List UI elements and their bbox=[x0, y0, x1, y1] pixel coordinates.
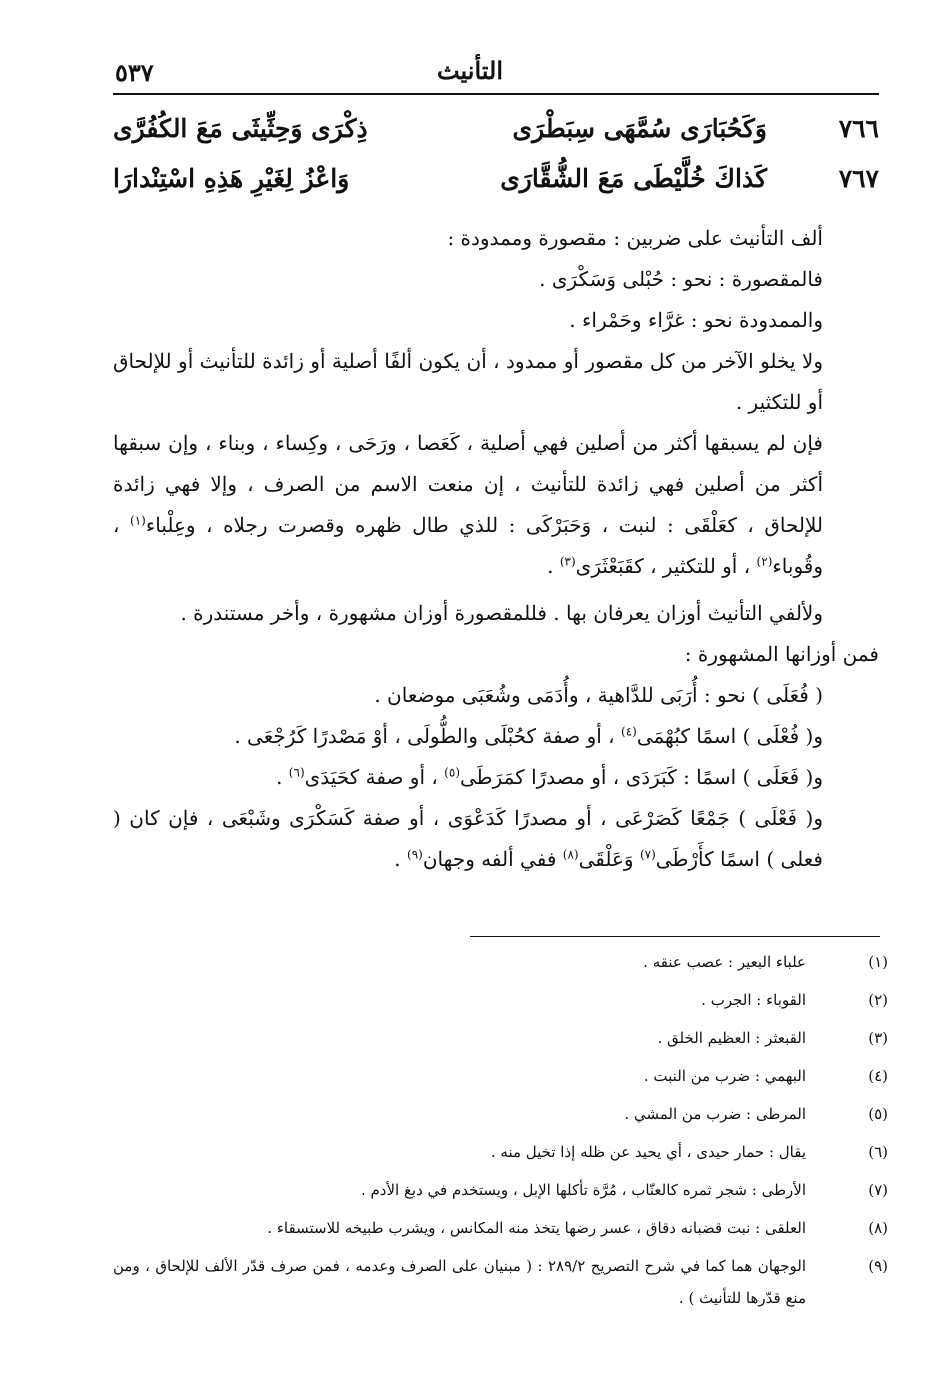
paragraph-text: ، أو صفة كحَيَدَى bbox=[304, 765, 438, 789]
paragraph-text: . bbox=[276, 765, 283, 789]
footnote-ref[interactable]: (٢) bbox=[756, 554, 773, 569]
paragraph bbox=[113, 757, 879, 798]
paragraph-text: . bbox=[394, 847, 401, 871]
footnote-separator bbox=[470, 936, 880, 937]
footnote-number: (٢) bbox=[868, 991, 888, 1009]
footnote bbox=[113, 1212, 888, 1250]
paragraph-text: ولا يخلو الآخر من كل مقصور أو ممدود ، أن يكون ألفًا أصلية أو زائدة للتأنيث أو للإلحاق أو للتكثير . bbox=[113, 349, 823, 414]
paragraph bbox=[113, 716, 879, 757]
verse-number: ٧٦٦ bbox=[838, 114, 879, 143]
footnote-number: (٤) bbox=[868, 1067, 888, 1085]
paragraph-text: فإن لم يسبقها أكثر من أصلين فهي أصلية ، كَعَصا ، ورَحَى ، وكِساء ، وبناء ، وإن سبقها أكثر من أصلين فهي زائدة للتأنيث ، إن منعت الاسم من الصرف ، وإلا فهي زائدة للإلحاق ، كعَلْقَى : لنبت ، وَحَبَرْكَى : للذي طال ظهره وقصرت رجلاه ، وعِلْباء bbox=[113, 431, 823, 537]
footnote-number: (٨) bbox=[868, 1219, 888, 1237]
footnote-text: الوجهان هما كما في شرح التصريح ٢٨٩/٢ : ( مبنيان على الصرف وعدمه ، فمن صرف قدّر الألف للإلحاق ، ومن منع قدّرها للتأنيث ) . bbox=[113, 1257, 806, 1307]
footnote-text: القبعثر : العظيم الخلق . bbox=[657, 1029, 806, 1047]
footnote-number: (١) bbox=[868, 953, 888, 971]
paragraph: فمن أوزانها المشهورة : bbox=[684, 642, 879, 666]
footnote-text: المرطى : ضرب من المشي . bbox=[624, 1105, 806, 1123]
footnote bbox=[113, 1136, 888, 1174]
footnote-text: البهمي : ضرب من النبت . bbox=[643, 1067, 806, 1085]
header-rule bbox=[113, 93, 879, 95]
paragraph-text: ، أو للتكثير ، كقَبَعْثَرَى bbox=[575, 554, 751, 578]
footnote-number: (٥) bbox=[868, 1105, 888, 1123]
footnote-ref[interactable]: (٣) bbox=[559, 554, 576, 569]
footnote-text: القوباء : الجرب . bbox=[701, 991, 806, 1009]
footnote-ref[interactable]: (٧) bbox=[639, 847, 656, 862]
footnotes bbox=[113, 946, 888, 1314]
footnote-ref[interactable]: (٤) bbox=[621, 724, 637, 739]
paragraph: ولألفي التأنيث أوزان يعرفان بها . فللمقصورة أوزان مشهورة ، وأخر مستندرة . bbox=[180, 601, 823, 625]
paragraph bbox=[113, 341, 879, 423]
paragraph-text: و( فَعْلَى ) جَمْعًا كَصَرْعَى ، أو مصدرًا كَدَعْوَى ، أو صفة كَسَكْرَى وشَبْعَى ، فإن كان ( فعلى ) اسمًا كأَرْطَى bbox=[113, 806, 823, 871]
paragraph-text: . bbox=[547, 554, 554, 578]
footnote-ref[interactable]: (٨) bbox=[562, 847, 579, 862]
paragraph-text: و( فُعْلَى ) اسمًا كبُهْمَى bbox=[636, 724, 823, 748]
verse-second-hemistich: وَاعْزُ لِغَيْرِ هَذِهِ اسْتِنْدارَا bbox=[113, 164, 350, 193]
footnote-ref[interactable]: (٥) bbox=[444, 765, 460, 780]
footnote bbox=[113, 1098, 888, 1136]
paragraph: ( فُعَلَى ) نحو : أُرَبَى للدَّاهية ، وأُدَمَى وشُعَبَى موضعان . bbox=[374, 683, 823, 707]
paragraph-text: ، وقُوباء bbox=[113, 513, 823, 578]
footnote-number: (٧) bbox=[868, 1181, 888, 1199]
footnote-ref[interactable]: (٦) bbox=[288, 765, 305, 780]
paragraph: والممدودة نحو : غرَّاء وحَمْراء . bbox=[569, 308, 823, 332]
main-text bbox=[113, 218, 879, 880]
paragraph: فالمقصورة : نحو : حُبْلى وَسَكْرَى . bbox=[539, 267, 823, 291]
footnote bbox=[113, 984, 888, 1022]
footnote bbox=[113, 1250, 888, 1314]
footnote bbox=[113, 1060, 888, 1098]
footnote-text: الأرطى : شجر ثمره كالعنّاب ، مُرَّة تأكلها الإبل ، ويستخدم في دبغ الأدم . bbox=[360, 1181, 806, 1199]
footnote bbox=[113, 1174, 888, 1212]
page-number: ٥٣٧ bbox=[115, 58, 154, 87]
paragraph bbox=[113, 423, 879, 587]
running-title: التأنيث bbox=[436, 56, 504, 85]
footnote-text: علباء البعير : عصب عنقه . bbox=[643, 953, 806, 971]
footnote-text: يقال : حمار حيدى ، أي يحيد عن ظله إذا تخيل منه . bbox=[490, 1143, 806, 1161]
footnote-ref[interactable]: (١) bbox=[130, 513, 146, 528]
verse-first-hemistich: وَكَحُبَارَى سُمَّهَى سِبَطْرَى bbox=[512, 114, 767, 143]
footnote bbox=[113, 1022, 888, 1060]
footnote-number: (٣) bbox=[868, 1029, 888, 1047]
verse-767 bbox=[113, 164, 879, 208]
paragraph-text: و( فَعَلَى ) اسمًا : كَبَرَدَى ، أو مصدرًا كمَرَطَى bbox=[460, 765, 823, 789]
paragraph bbox=[113, 798, 879, 880]
footnote-number: (٦) bbox=[868, 1143, 888, 1161]
verse-766 bbox=[113, 114, 879, 158]
paragraph-text: ، أو صفة كحُبْلَى والطُّولَى ، أوْ مَصْدرًا كَرُجْعَى . bbox=[234, 724, 615, 748]
paragraph-text: وَعَلْقَى bbox=[578, 847, 634, 871]
verse-number: ٧٦٧ bbox=[838, 164, 879, 193]
footnote-number: (٩) bbox=[868, 1257, 888, 1275]
verse-second-hemistich: ذِكْرَى وَحِثِّيثَى مَعَ الكُفُرَّى bbox=[113, 114, 368, 143]
footnote bbox=[113, 946, 888, 984]
verse-first-hemistich: كَذاكَ خُلَّيْطَى مَعَ الشُّقَّارَى bbox=[500, 164, 767, 193]
paragraph-text: ففي ألفه وجهان bbox=[422, 847, 557, 871]
footnote-ref[interactable]: (٩) bbox=[407, 847, 423, 862]
footnote-text: العلقى : نبت قضبانه دقاق ، عسر رضها يتخذ منه المكانس ، ويشرب طبيخه للاستسقاء . bbox=[267, 1219, 806, 1237]
paragraph: ألف التأنيث على ضربين : مقصورة وممدودة : bbox=[447, 226, 823, 250]
